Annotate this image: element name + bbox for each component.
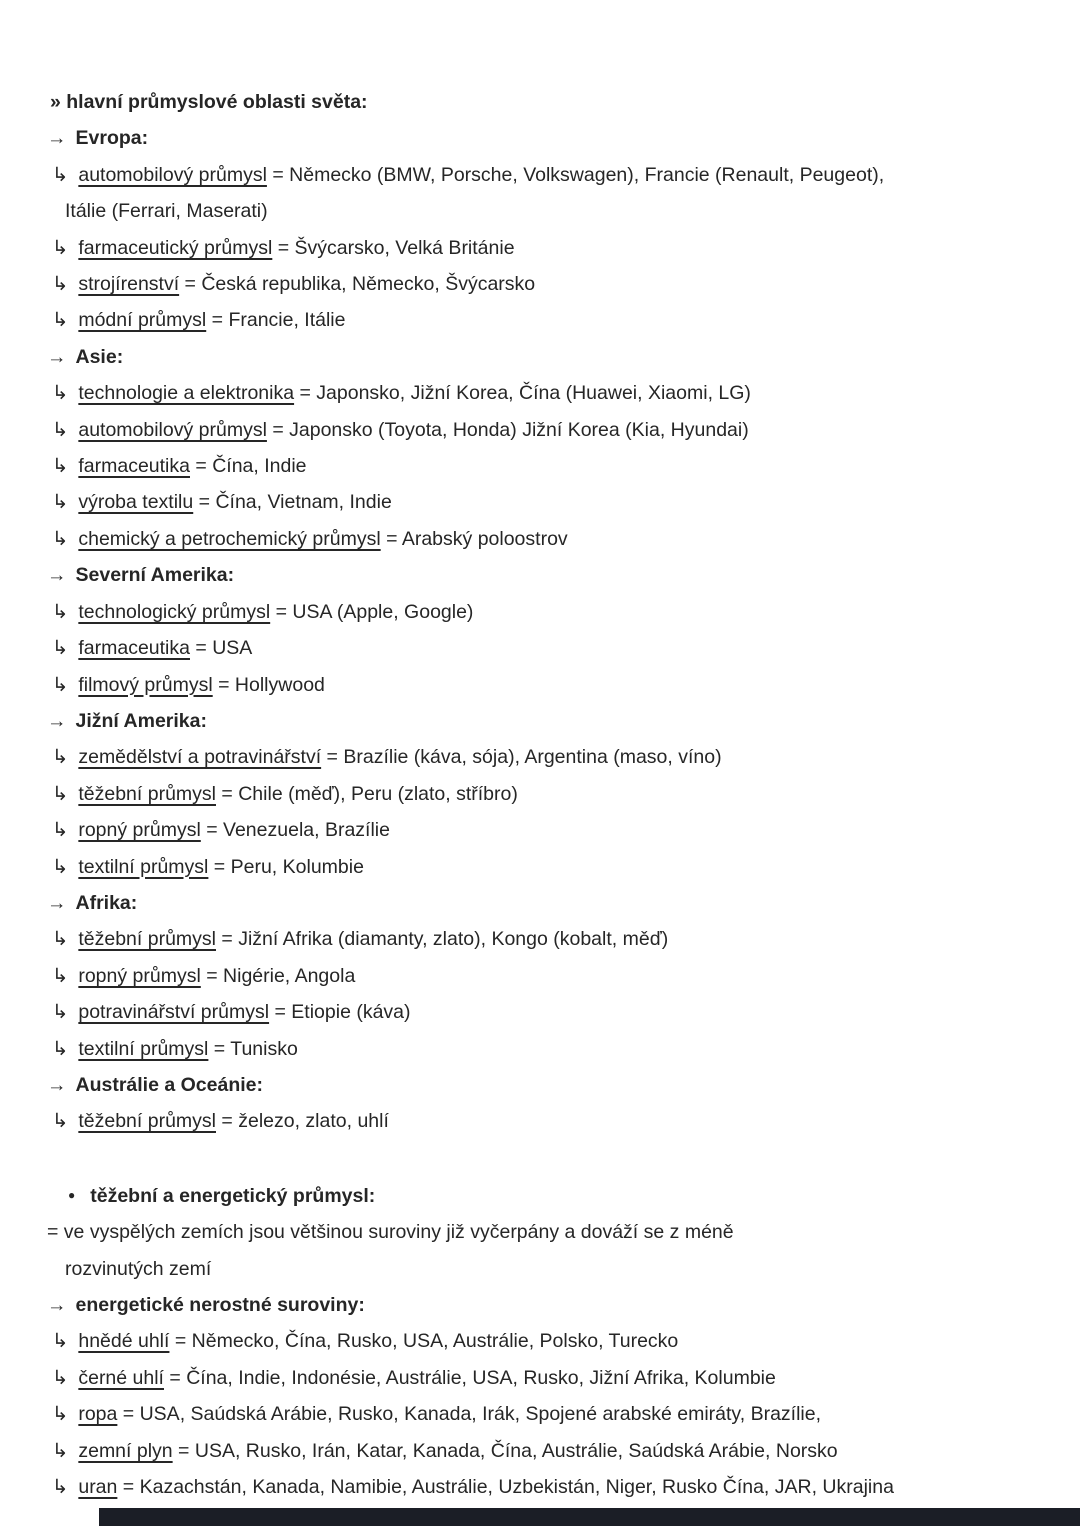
- region-heading-evropa: [47, 120, 1044, 156]
- industry-term: módní průmysl: [78, 309, 207, 332]
- resource-item: [47, 1360, 1044, 1396]
- branch-arrow-icon: ↳: [52, 163, 69, 186]
- energy-section-title: [47, 1177, 1044, 1214]
- branch-arrow-icon: ↳: [52, 964, 69, 987]
- resource-term: černé uhlí: [78, 1366, 164, 1389]
- page-title: » hlavní průmyslové oblasti světa:: [50, 91, 368, 113]
- region-heading-jizni-amerika: [47, 703, 1044, 739]
- right-arrow-icon: →: [47, 345, 67, 368]
- region-heading-label: Austrálie a Oceánie:: [75, 1073, 263, 1096]
- industry-values: = Venezuela, Brazílie: [200, 819, 390, 842]
- right-arrow-icon: →: [47, 127, 67, 150]
- right-arrow-icon: →: [47, 1073, 67, 1096]
- energy-resources-heading-label: energetické nerostné suroviny:: [75, 1294, 365, 1316]
- branch-arrow-icon: ↳: [52, 527, 69, 550]
- industry-item: [47, 812, 1044, 848]
- industry-values: = Japonsko (Toyota, Honda) Jižní Korea (Kia, Hyundai): [266, 418, 749, 441]
- industry-term: zemědělství a potravinářství: [78, 746, 322, 769]
- branch-arrow-icon: ↳: [52, 637, 69, 660]
- industry-term: automobilový průmysl: [78, 418, 267, 441]
- resource-term: zemní plyn: [78, 1439, 173, 1462]
- industry-item: [47, 958, 1044, 994]
- industry-values: = Švýcarsko, Velká Británie: [272, 236, 515, 259]
- industry-item: [47, 667, 1044, 703]
- branch-arrow-icon: ↳: [52, 1439, 69, 1462]
- resource-item: [47, 1396, 1044, 1432]
- industry-values: = Francie, Itálie: [206, 309, 346, 332]
- resource-item: [47, 1433, 1044, 1469]
- branch-arrow-icon: ↳: [52, 600, 69, 623]
- branch-arrow-icon: ↳: [52, 273, 69, 296]
- industry-item: [47, 266, 1044, 302]
- industry-term: ropný průmysl: [78, 819, 201, 842]
- industry-term: farmaceutika: [78, 637, 190, 660]
- right-arrow-icon: →: [47, 564, 67, 587]
- branch-arrow-icon: ↳: [52, 236, 69, 259]
- industry-term: těžební průmysl: [78, 782, 216, 805]
- industry-values: = Nigérie, Angola: [200, 964, 356, 987]
- right-arrow-icon: →: [47, 891, 67, 914]
- industry-term: ropný průmysl: [78, 964, 201, 987]
- resource-term: uran: [78, 1476, 118, 1499]
- industry-term: farmaceutický průmysl: [78, 236, 273, 259]
- resource-values: = USA, Rusko, Irán, Katar, Kanada, Čína, Austrálie, Saúdská Arábie, Norsko: [172, 1439, 838, 1462]
- industry-item: [47, 1031, 1044, 1067]
- industry-item: [47, 484, 1044, 520]
- resource-values: = Čína, Indie, Indonésie, Austrálie, USA, Rusko, Jižní Afrika, Kolumbie: [163, 1366, 776, 1389]
- industry-item: [47, 302, 1044, 338]
- region-heading-label: Evropa:: [75, 127, 149, 150]
- industry-values: = Čína, Vietnam, Indie: [193, 491, 392, 514]
- region-heading-severni-amerika: [47, 557, 1044, 593]
- industry-item: [47, 448, 1044, 484]
- resource-term: ropa: [78, 1403, 118, 1426]
- industry-item: [47, 994, 1044, 1030]
- industry-values: = Německo (BMW, Porsche, Volkswagen), Francie (Renault, Peugeot),: [266, 163, 885, 186]
- industry-term: chemický a petrochemický průmysl: [78, 527, 381, 550]
- industry-term: technologie a elektronika: [78, 382, 295, 405]
- branch-arrow-icon: ↳: [52, 1366, 69, 1389]
- branch-arrow-icon: ↳: [52, 673, 69, 696]
- industry-item: [47, 739, 1044, 775]
- industry-values: = Tunisko: [208, 1037, 298, 1060]
- branch-arrow-icon: ↳: [52, 455, 69, 478]
- region-heading-afrika: [47, 885, 1044, 921]
- industry-term: technologický průmysl: [78, 600, 271, 623]
- industry-values: = Chile (měď), Peru (zlato, stříbro): [216, 782, 518, 805]
- industry-item: [47, 776, 1044, 812]
- region-heading-asie: [47, 339, 1044, 375]
- resource-item: [47, 1323, 1044, 1359]
- industry-term: potravinářství průmysl: [78, 1001, 270, 1024]
- branch-arrow-icon: ↳: [52, 819, 69, 842]
- industry-item: [47, 412, 1044, 448]
- industry-term: výroba textilu: [78, 491, 194, 514]
- branch-arrow-icon: ↳: [52, 382, 69, 405]
- bullet-icon: ●: [68, 1187, 76, 1202]
- region-heading-label: Afrika:: [75, 891, 138, 914]
- resource-values: = Německo, Čína, Rusko, USA, Austrálie, Polsko, Turecko: [169, 1330, 679, 1353]
- industry-values: = Peru, Kolumbie: [208, 855, 364, 878]
- industry-item: [47, 594, 1044, 630]
- region-heading-label: Asie:: [75, 345, 124, 368]
- next-page-element-edge: [99, 1508, 1080, 1526]
- industry-values: = Etiopie (káva): [269, 1001, 411, 1024]
- branch-arrow-icon: ↳: [52, 746, 69, 769]
- industry-item: [47, 921, 1044, 957]
- industry-item: [47, 630, 1044, 666]
- branch-arrow-icon: ↳: [52, 782, 69, 805]
- industry-item: [47, 1103, 1044, 1139]
- branch-arrow-icon: ↳: [52, 1330, 69, 1353]
- resource-item: [47, 1469, 1044, 1505]
- industry-term: farmaceutika: [78, 455, 190, 478]
- energy-resources-heading: [47, 1287, 1044, 1323]
- industry-item-continuation: Itálie (Ferrari, Maserati): [65, 200, 268, 223]
- branch-arrow-icon: ↳: [52, 309, 69, 332]
- branch-arrow-icon: ↳: [52, 491, 69, 514]
- industry-term: strojírenství: [78, 273, 180, 296]
- region-heading-australie-oceanie: [47, 1067, 1044, 1103]
- branch-arrow-icon: ↳: [52, 1476, 69, 1499]
- industry-term: těžební průmysl: [78, 928, 216, 951]
- branch-arrow-icon: ↳: [52, 855, 69, 878]
- industry-values: = USA (Apple, Google): [270, 600, 474, 623]
- industry-values: = železo, zlato, uhlí: [216, 1110, 389, 1133]
- resource-values: = Kazachstán, Kanada, Namibie, Austrálie, Uzbekistán, Niger, Rusko Čína, JAR, Ukrajina: [117, 1476, 894, 1499]
- energy-note-continuation: rozvinutých zemí: [65, 1257, 212, 1280]
- industry-item: [47, 375, 1044, 411]
- branch-arrow-icon: ↳: [52, 418, 69, 441]
- industry-item: [47, 157, 1044, 193]
- industry-term: textilní průmysl: [78, 855, 209, 878]
- industry-values: = Japonsko, Jižní Korea, Čína (Huawei, Xiaomi, LG): [294, 382, 751, 405]
- notes-document: [47, 84, 1044, 1505]
- industry-values: = Hollywood: [212, 673, 325, 696]
- branch-arrow-icon: ↳: [52, 1403, 69, 1426]
- resource-term: hnědé uhlí: [78, 1330, 170, 1353]
- region-heading-label: Severní Amerika:: [75, 564, 235, 587]
- energy-note: = ve vyspělých zemích jsou většinou suroviny již vyčerpány a dováží se z méně: [47, 1221, 734, 1244]
- industry-values: = USA: [189, 637, 253, 660]
- resource-values: = USA, Saúdská Arábie, Rusko, Kanada, Irák, Spojené arabské emiráty, Brazílie,: [117, 1403, 822, 1426]
- right-arrow-icon: →: [47, 709, 67, 732]
- region-heading-label: Jižní Amerika:: [75, 709, 207, 732]
- industry-term: filmový průmysl: [78, 673, 213, 696]
- branch-arrow-icon: ↳: [52, 928, 69, 951]
- branch-arrow-icon: ↳: [52, 1037, 69, 1060]
- industry-values: = Jižní Afrika (diamanty, zlato), Kongo (kobalt, měď): [216, 928, 669, 951]
- industry-item: [47, 521, 1044, 557]
- branch-arrow-icon: ↳: [52, 1110, 69, 1133]
- branch-arrow-icon: ↳: [52, 1001, 69, 1024]
- industry-item: [47, 849, 1044, 885]
- industry-term: automobilový průmysl: [78, 163, 267, 186]
- industry-values: = Čína, Indie: [189, 455, 307, 478]
- energy-section-title-label: těžební a energetický průmysl:: [90, 1184, 376, 1207]
- industry-values: = Česká republika, Německo, Švýcarsko: [179, 273, 536, 296]
- industry-term: těžební průmysl: [78, 1110, 216, 1133]
- right-arrow-icon: →: [47, 1294, 67, 1316]
- industry-item: [47, 230, 1044, 266]
- industry-term: textilní průmysl: [78, 1037, 209, 1060]
- industry-values: = Arabský poloostrov: [380, 527, 568, 550]
- industry-values: = Brazílie (káva, sója), Argentina (maso, víno): [321, 746, 722, 769]
